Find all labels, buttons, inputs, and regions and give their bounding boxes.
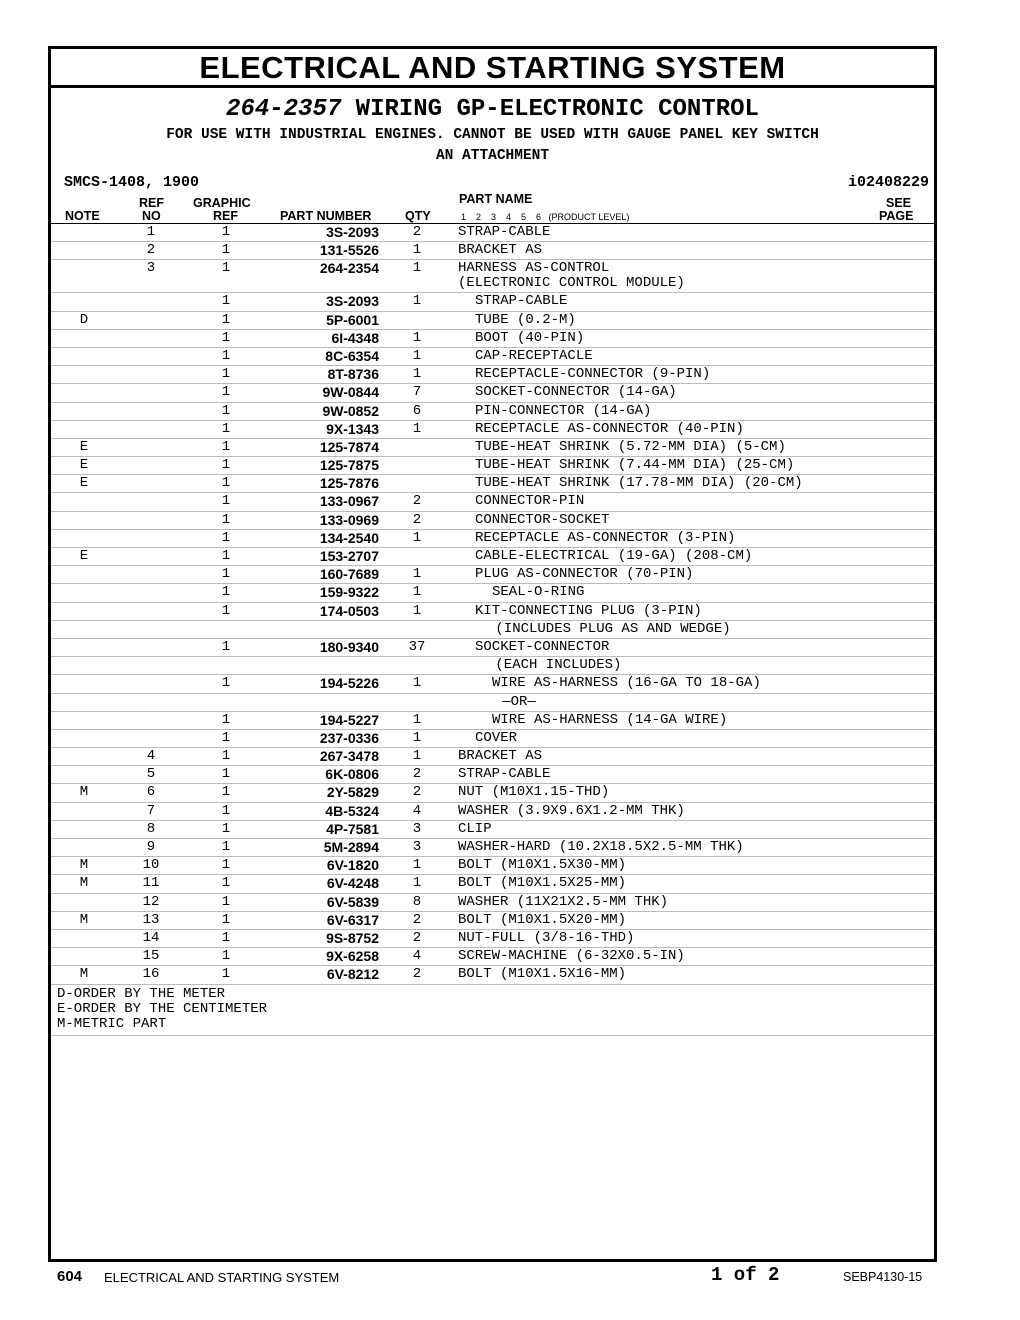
qty-cell: 1 bbox=[412, 584, 422, 601]
note-cell: E bbox=[79, 548, 89, 564]
part-number-cell: 4B-5324 bbox=[325, 802, 379, 819]
table-row bbox=[51, 566, 934, 584]
note-e: E-ORDER BY THE CENTIMETER bbox=[57, 1000, 268, 1017]
table-row bbox=[51, 784, 934, 802]
graphic-ref-cell: 1 bbox=[221, 802, 231, 819]
part-number-cell: 131-5526 bbox=[319, 242, 379, 259]
part-name-cell: BOOT (40-PIN) bbox=[475, 329, 585, 346]
part-name-cell: CONNECTOR-PIN bbox=[475, 493, 585, 510]
group-part-number: 264-2357 bbox=[226, 96, 342, 123]
part-name-cell: BOLT (M10X1.5X16-MM) bbox=[458, 966, 627, 983]
qty-cell: 1 bbox=[412, 347, 422, 364]
part-number-cell: 9S-8752 bbox=[326, 929, 379, 946]
group-name: WIRING GP-ELECTRONIC CONTROL bbox=[355, 96, 759, 123]
ref-no-cell: 7 bbox=[146, 802, 156, 819]
graphic-ref-cell: 1 bbox=[221, 911, 231, 928]
qty-cell: 37 bbox=[408, 638, 426, 655]
graphic-ref-cell: 1 bbox=[221, 511, 231, 528]
col-see-top: SEE bbox=[886, 196, 912, 210]
qty-cell: 1 bbox=[412, 566, 422, 583]
ref-no-cell: 3 bbox=[146, 260, 156, 277]
graphic-ref-cell: 1 bbox=[221, 420, 231, 437]
col-note: NOTE bbox=[65, 209, 100, 223]
part-name-cell: TUBE-HEAT SHRINK (7.44-MM DIA) (25-CM) bbox=[475, 457, 795, 474]
part-name-cell: (INCLUDES PLUG AS AND WEDGE) bbox=[495, 620, 731, 637]
part-number-cell: 6V-6317 bbox=[326, 911, 379, 928]
qty-cell: 1 bbox=[412, 420, 422, 437]
footer-page-number: 604 bbox=[57, 1268, 83, 1285]
part-number-cell: 153-2707 bbox=[319, 548, 379, 564]
table-row bbox=[51, 712, 934, 730]
col-qty: QTY bbox=[405, 209, 431, 223]
smcs-row bbox=[51, 173, 934, 193]
graphic-ref-cell: 1 bbox=[221, 784, 231, 801]
part-number-cell: 6V-8212 bbox=[326, 966, 379, 983]
part-number-cell: 5P-6001 bbox=[326, 311, 379, 328]
table-row bbox=[51, 730, 934, 748]
part-name-continuation: (ELECTRONIC CONTROL MODULE) bbox=[458, 275, 685, 292]
part-number-cell: 237-0336 bbox=[319, 729, 379, 746]
part-number-cell: 194-5226 bbox=[319, 675, 379, 692]
ref-no-cell: 12 bbox=[142, 893, 160, 910]
table-row bbox=[51, 493, 934, 511]
ref-no-cell: 13 bbox=[142, 911, 160, 928]
part-name-cell: RECEPTACLE AS-CONNECTOR (40-PIN) bbox=[475, 420, 744, 437]
qty-cell: 1 bbox=[412, 729, 422, 746]
note-cell: E bbox=[79, 457, 89, 474]
part-name-cell: (EACH INCLUDES) bbox=[495, 657, 622, 674]
part-name-cell: RECEPTACLE-CONNECTOR (9-PIN) bbox=[475, 366, 711, 383]
part-number-cell: 9W-0852 bbox=[322, 402, 379, 419]
part-name-cell: WIRE AS-HARNESS (16-GA TO 18-GA) bbox=[492, 675, 761, 692]
ref-no-cell: 11 bbox=[142, 875, 160, 892]
part-number-cell: 180-9340 bbox=[319, 638, 379, 655]
note-cell: M bbox=[79, 784, 89, 801]
part-number-cell: 5M-2894 bbox=[323, 839, 379, 855]
note-m: M-METRIC PART bbox=[57, 1015, 167, 1032]
qty-cell: 1 bbox=[412, 366, 422, 383]
table-row bbox=[51, 603, 934, 621]
part-name-cell: SEAL-O-RING bbox=[492, 584, 585, 601]
part-name-cell: WIRE AS-HARNESS (14-GA WIRE) bbox=[492, 711, 728, 728]
graphic-ref-cell: 1 bbox=[221, 384, 231, 401]
qty-cell: 2 bbox=[412, 224, 422, 240]
qty-cell: 6 bbox=[412, 402, 422, 419]
qty-cell: 2 bbox=[412, 929, 422, 946]
graphic-ref-cell: 1 bbox=[221, 948, 231, 965]
part-name-cell: RECEPTACLE AS-CONNECTOR (3-PIN) bbox=[475, 529, 736, 546]
col-ref-top: REF bbox=[139, 196, 164, 210]
ref-no-cell: 6 bbox=[146, 784, 156, 801]
footer-section: ELECTRICAL AND STARTING SYSTEM bbox=[104, 1270, 340, 1285]
part-name-cell: STRAP-CABLE bbox=[458, 224, 551, 240]
table-row bbox=[51, 330, 934, 348]
graphic-ref-cell: 1 bbox=[221, 242, 231, 259]
graphic-ref-cell: 1 bbox=[221, 893, 231, 910]
part-number-cell: 3S-2093 bbox=[326, 293, 379, 310]
note-cell: M bbox=[79, 911, 89, 928]
graphic-ref-cell: 1 bbox=[221, 766, 231, 783]
table-row bbox=[51, 224, 934, 242]
part-name-cell: BOLT (M10X1.5X25-MM) bbox=[458, 875, 627, 892]
table-row bbox=[51, 675, 934, 693]
ref-no-cell: 2 bbox=[146, 242, 156, 259]
table-row bbox=[51, 875, 934, 893]
part-name-cell: CAP-RECEPTACLE bbox=[475, 347, 593, 364]
qty-cell: 2 bbox=[412, 911, 422, 928]
part-number-cell: 6K-0806 bbox=[325, 766, 379, 783]
table-row bbox=[51, 366, 934, 384]
note-cell: E bbox=[79, 475, 89, 492]
graphic-ref-cell: 1 bbox=[221, 839, 231, 855]
table-row bbox=[51, 966, 934, 984]
graphic-ref-cell: 1 bbox=[221, 602, 231, 619]
table-row bbox=[51, 403, 934, 421]
qty-cell: 1 bbox=[412, 675, 422, 692]
part-number-cell: 267-3478 bbox=[319, 748, 379, 765]
table-row bbox=[51, 930, 934, 948]
qty-cell: 3 bbox=[412, 820, 422, 837]
part-number-cell: 6I-4348 bbox=[331, 329, 379, 346]
graphic-ref-cell: 1 bbox=[221, 929, 231, 946]
graphic-ref-cell: 1 bbox=[221, 584, 231, 601]
table-row bbox=[51, 839, 934, 857]
ref-no-cell: 5 bbox=[146, 766, 156, 783]
part-number-cell: 8T-8736 bbox=[327, 366, 379, 383]
part-name-cell: BOLT (M10X1.5X30-MM) bbox=[458, 857, 627, 874]
part-number-cell: 8C-6354 bbox=[325, 347, 379, 364]
qty-cell: 1 bbox=[412, 711, 422, 728]
part-number-cell: 6V-5839 bbox=[326, 893, 379, 910]
section-title: ELECTRICAL AND STARTING SYSTEM bbox=[51, 49, 934, 88]
table-row bbox=[51, 457, 934, 475]
graphic-ref-cell: 1 bbox=[221, 529, 231, 546]
qty-cell: 2 bbox=[412, 493, 422, 510]
table-row bbox=[51, 621, 934, 639]
note-cell: M bbox=[79, 857, 89, 874]
part-name-cell: TUBE-HEAT SHRINK (17.78-MM DIA) (20-CM) bbox=[475, 475, 803, 492]
graphic-ref-cell: 1 bbox=[221, 260, 231, 277]
table-row bbox=[51, 803, 934, 821]
part-number-cell: 134-2540 bbox=[319, 529, 379, 546]
part-name-cell: CLIP bbox=[458, 820, 492, 837]
graphic-ref-cell: 1 bbox=[221, 748, 231, 765]
part-number-cell: 9X-1343 bbox=[326, 420, 379, 437]
note-cell: M bbox=[79, 966, 89, 983]
description-line-2: AN ATTACHMENT bbox=[435, 148, 550, 164]
table-row bbox=[51, 293, 934, 311]
notes-block bbox=[51, 985, 934, 1036]
part-name-cell: CONNECTOR-SOCKET bbox=[475, 511, 610, 528]
part-number-cell: 4P-7581 bbox=[326, 820, 379, 837]
part-name-cell: SOCKET-CONNECTOR (14-GA) bbox=[475, 384, 677, 401]
table-row bbox=[51, 821, 934, 839]
table-row bbox=[51, 421, 934, 439]
note-cell: E bbox=[79, 438, 89, 455]
graphic-ref-cell: 1 bbox=[221, 729, 231, 746]
table-row bbox=[51, 384, 934, 402]
table-row bbox=[51, 639, 934, 657]
ref-no-cell: 16 bbox=[142, 966, 160, 983]
footer-sheet: 1 of 2 bbox=[711, 1264, 780, 1286]
graphic-ref-cell: 1 bbox=[221, 857, 231, 874]
part-name-cell: TUBE-HEAT SHRINK (5.72-MM DIA) (5-CM) bbox=[475, 438, 786, 455]
part-name-cell: CABLE-ELECTRICAL (19-GA) (208-CM) bbox=[475, 548, 753, 564]
description-line-1: FOR USE WITH INDUSTRIAL ENGINES. CANNOT BE USED WITH GAUGE PANEL KEY SWITCH bbox=[166, 127, 819, 143]
column-header bbox=[51, 193, 934, 224]
table-row bbox=[51, 439, 934, 457]
table-row bbox=[51, 948, 934, 966]
part-name-cell: PIN-CONNECTOR (14-GA) bbox=[475, 402, 652, 419]
ref-no-cell: 15 bbox=[142, 948, 160, 965]
part-name-cell: —OR— bbox=[502, 693, 536, 710]
note-cell: D bbox=[79, 311, 89, 328]
part-name-cell: WASHER (3.9X9.6X1.2-MM THK) bbox=[458, 802, 685, 819]
graphic-ref-cell: 1 bbox=[221, 311, 231, 328]
part-number-cell: 6V-4248 bbox=[326, 875, 379, 892]
graphic-ref-cell: 1 bbox=[221, 675, 231, 692]
qty-cell: 1 bbox=[412, 857, 422, 874]
part-number-cell: 133-0967 bbox=[319, 493, 379, 510]
graphic-ref-cell: 1 bbox=[221, 402, 231, 419]
qty-cell: 3 bbox=[412, 839, 422, 855]
qty-cell: 1 bbox=[412, 602, 422, 619]
ref-no-cell: 4 bbox=[146, 748, 156, 765]
col-graphic-bottom: REF bbox=[213, 209, 238, 223]
table-row bbox=[51, 260, 934, 293]
table-row bbox=[51, 242, 934, 260]
qty-cell: 1 bbox=[412, 748, 422, 765]
part-name-cell: COVER bbox=[475, 729, 518, 746]
qty-cell: 1 bbox=[412, 293, 422, 310]
note-cell: M bbox=[79, 875, 89, 892]
part-number-cell: 9X-6258 bbox=[326, 948, 379, 965]
part-name-cell: WASHER (11X21X2.5-MM THK) bbox=[458, 893, 669, 910]
part-name-cell: WASHER-HARD (10.2X18.5X2.5-MM THK) bbox=[458, 839, 744, 855]
table-row bbox=[51, 766, 934, 784]
graphic-ref-cell: 1 bbox=[221, 293, 231, 310]
part-number-cell: 125-7876 bbox=[319, 475, 379, 492]
part-name-cell: BOLT (M10X1.5X20-MM) bbox=[458, 911, 627, 928]
ref-no-cell: 8 bbox=[146, 820, 156, 837]
group-title bbox=[51, 96, 934, 124]
col-product-level: 1 2 3 4 5 6 (PRODUCT LEVEL) bbox=[461, 212, 630, 222]
part-number-cell: 6V-1820 bbox=[326, 857, 379, 874]
qty-cell: 1 bbox=[412, 529, 422, 546]
table-row bbox=[51, 912, 934, 930]
parts-list bbox=[51, 224, 934, 985]
page-footer bbox=[0, 1264, 1020, 1288]
qty-cell: 8 bbox=[412, 893, 422, 910]
table-row bbox=[51, 748, 934, 766]
graphic-ref-cell: 1 bbox=[221, 493, 231, 510]
table-row bbox=[51, 694, 934, 712]
graphic-ref-cell: 1 bbox=[221, 711, 231, 728]
ref-no-cell: 9 bbox=[146, 839, 156, 855]
qty-cell: 2 bbox=[412, 766, 422, 783]
ref-no-cell: 10 bbox=[142, 857, 160, 874]
table-row bbox=[51, 657, 934, 675]
smcs-code: SMCS-1408, 1900 bbox=[64, 174, 200, 191]
qty-cell: 2 bbox=[412, 784, 422, 801]
graphic-ref-cell: 1 bbox=[221, 566, 231, 583]
part-name-cell: NUT (M10X1.15-THD) bbox=[458, 784, 610, 801]
part-number-cell: 133-0969 bbox=[319, 511, 379, 528]
part-name-cell: PLUG AS-CONNECTOR (70-PIN) bbox=[475, 566, 694, 583]
graphic-ref-cell: 1 bbox=[221, 366, 231, 383]
table-row bbox=[51, 857, 934, 875]
graphic-ref-cell: 1 bbox=[221, 548, 231, 564]
part-name-cell: HARNESS AS-CONTROL bbox=[458, 260, 610, 277]
graphic-ref-cell: 1 bbox=[221, 457, 231, 474]
graphic-ref-cell: 1 bbox=[221, 347, 231, 364]
table-row bbox=[51, 584, 934, 602]
part-name-cell: BRACKET AS bbox=[458, 242, 543, 259]
part-number-cell: 3S-2093 bbox=[326, 224, 379, 240]
table-row bbox=[51, 548, 934, 566]
qty-cell: 7 bbox=[412, 384, 422, 401]
qty-cell: 4 bbox=[412, 948, 422, 965]
qty-cell: 2 bbox=[412, 966, 422, 983]
part-name-cell: NUT-FULL (3/8-16-THD) bbox=[458, 929, 635, 946]
footer-doc-number: SEBP4130-15 bbox=[843, 1270, 923, 1284]
part-name-cell: BRACKET AS bbox=[458, 748, 543, 765]
col-part-name: PART NAME bbox=[459, 192, 533, 206]
part-number-cell: 174-0503 bbox=[319, 602, 379, 619]
graphic-ref-cell: 1 bbox=[221, 475, 231, 492]
part-name-cell: SCREW-MACHINE (6-32X0.5-IN) bbox=[458, 948, 685, 965]
part-name-cell: STRAP-CABLE bbox=[458, 766, 551, 783]
part-name-cell: SOCKET-CONNECTOR bbox=[475, 638, 610, 655]
graphic-ref-cell: 1 bbox=[221, 966, 231, 983]
graphic-ref-cell: 1 bbox=[221, 438, 231, 455]
part-name-cell: STRAP-CABLE bbox=[475, 293, 568, 310]
illustration-id: i02408229 bbox=[847, 174, 929, 191]
part-number-cell: 125-7875 bbox=[319, 457, 379, 474]
part-number-cell: 125-7874 bbox=[319, 438, 379, 455]
table-row bbox=[51, 894, 934, 912]
qty-cell: 1 bbox=[412, 875, 422, 892]
part-name-cell: TUBE (0.2-M) bbox=[475, 311, 576, 328]
part-number-cell: 194-5227 bbox=[319, 711, 379, 728]
note-d: D-ORDER BY THE METER bbox=[57, 985, 226, 1002]
part-number-cell: 159-9322 bbox=[319, 584, 379, 601]
graphic-ref-cell: 1 bbox=[221, 638, 231, 655]
ref-no-cell: 14 bbox=[142, 929, 160, 946]
part-number-cell: 264-2354 bbox=[319, 260, 379, 277]
col-graphic-top: GRAPHIC bbox=[193, 196, 251, 210]
table-row bbox=[51, 475, 934, 493]
part-number-cell: 160-7689 bbox=[319, 566, 379, 583]
parts-page-frame bbox=[48, 46, 937, 1262]
qty-cell: 1 bbox=[412, 260, 422, 277]
graphic-ref-cell: 1 bbox=[221, 329, 231, 346]
qty-cell: 4 bbox=[412, 802, 422, 819]
table-row bbox=[51, 512, 934, 530]
col-ref-bottom: NO bbox=[142, 209, 161, 223]
table-row bbox=[51, 312, 934, 330]
table-row bbox=[51, 348, 934, 366]
col-see-bottom: PAGE bbox=[879, 209, 914, 223]
part-number-cell: 2Y-5829 bbox=[326, 784, 379, 801]
graphic-ref-cell: 1 bbox=[221, 875, 231, 892]
graphic-ref-cell: 1 bbox=[221, 224, 231, 240]
qty-cell: 2 bbox=[412, 511, 422, 528]
part-number-cell: 9W-0844 bbox=[322, 384, 379, 401]
col-part-number: PART NUMBER bbox=[280, 209, 372, 223]
part-name-cell: KIT-CONNECTING PLUG (3-PIN) bbox=[475, 602, 702, 619]
qty-cell: 1 bbox=[412, 329, 422, 346]
qty-cell: 1 bbox=[412, 242, 422, 259]
ref-no-cell: 1 bbox=[146, 224, 156, 240]
graphic-ref-cell: 1 bbox=[221, 820, 231, 837]
table-row bbox=[51, 530, 934, 548]
